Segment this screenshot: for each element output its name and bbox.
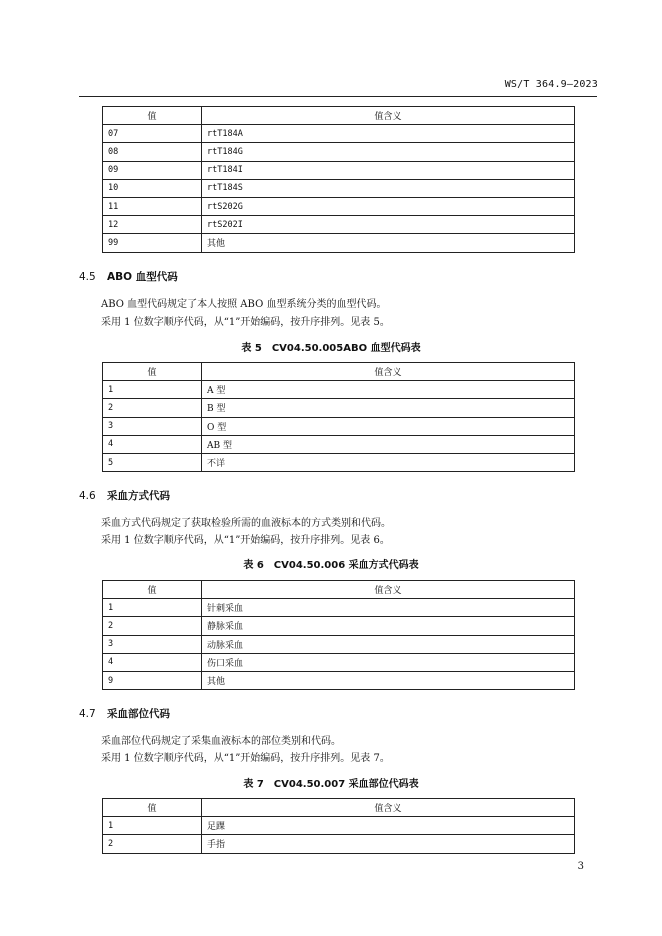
table-row bbox=[103, 817, 575, 835]
cell-meaning: rtS202G bbox=[202, 197, 575, 215]
cell-value: 4 bbox=[103, 435, 202, 453]
cell-value: 1 bbox=[103, 817, 202, 835]
table-row bbox=[103, 435, 575, 453]
table-header-row bbox=[103, 363, 575, 381]
cell-meaning: rtT184S bbox=[202, 179, 575, 197]
table-row bbox=[103, 161, 575, 179]
cell-value: 12 bbox=[103, 216, 202, 234]
cell-value: 5 bbox=[103, 453, 202, 471]
table-body bbox=[103, 125, 575, 252]
cell-meaning: 其他 bbox=[202, 234, 575, 252]
paragraph: 采用 1 位数字顺序代码，从“1”开始编码，按升序排列。见表 7。 bbox=[101, 753, 390, 764]
cell-meaning: A 型 bbox=[202, 381, 575, 399]
cell-meaning: 针刺采血 bbox=[202, 599, 575, 617]
column-header-meaning: 值含义 bbox=[202, 799, 575, 817]
table-caption-7: 表 7 CV04.50.007 采血部位代码表 bbox=[243, 779, 419, 790]
section-number: 4.7 bbox=[79, 708, 96, 720]
section-number: 4.6 bbox=[79, 490, 96, 502]
cell-meaning: 静脉采血 bbox=[202, 617, 575, 635]
table-row bbox=[103, 216, 575, 234]
section-title: ABO 血型代码 bbox=[107, 271, 178, 283]
cell-value: 2 bbox=[103, 617, 202, 635]
cell-value: 4 bbox=[103, 653, 202, 671]
section-heading-4-7 bbox=[79, 706, 170, 721]
cell-value: 08 bbox=[103, 143, 202, 161]
cell-value: 99 bbox=[103, 234, 202, 252]
column-header-meaning: 值含义 bbox=[202, 107, 575, 125]
cell-value: 10 bbox=[103, 179, 202, 197]
table-caption-6: 表 6 CV04.50.006 采血方式代码表 bbox=[243, 560, 419, 571]
cell-meaning: 足踝 bbox=[202, 817, 575, 835]
section-number: 4.5 bbox=[79, 271, 96, 283]
section-title: 采血部位代码 bbox=[107, 708, 170, 720]
cell-meaning: O 型 bbox=[202, 417, 575, 435]
cell-meaning: B 型 bbox=[202, 399, 575, 417]
column-header-value: 值 bbox=[103, 799, 202, 817]
cell-meaning: rtT184I bbox=[202, 161, 575, 179]
table-caption-5: 表 5 CV04.50.005ABO 血型代码表 bbox=[241, 343, 421, 354]
column-header-value: 值 bbox=[103, 107, 202, 125]
code-table-continued bbox=[102, 106, 575, 253]
blood-collection-method-table bbox=[102, 580, 575, 690]
cell-value: 2 bbox=[103, 835, 202, 853]
paragraph: 采血部位代码规定了采集血液标本的部位类别和代码。 bbox=[101, 736, 341, 747]
paragraph: ABO 血型代码规定了本人按照 ABO 血型系统分类的血型代码。 bbox=[101, 299, 387, 310]
column-header-meaning: 值含义 bbox=[202, 581, 575, 599]
table-row bbox=[103, 234, 575, 252]
standard-code: WS/T 364.9—2023 bbox=[504, 79, 598, 90]
section-title: 采血方式代码 bbox=[107, 490, 170, 502]
cell-meaning: AB 型 bbox=[202, 435, 575, 453]
cell-meaning: 不详 bbox=[202, 453, 575, 471]
table-header-row bbox=[103, 799, 575, 817]
page-number: 3 bbox=[577, 861, 584, 872]
table-header-row bbox=[103, 107, 575, 125]
table-body bbox=[103, 381, 575, 472]
table-row bbox=[103, 143, 575, 161]
cell-meaning: 手指 bbox=[202, 835, 575, 853]
table-row bbox=[103, 381, 575, 399]
column-header-value: 值 bbox=[103, 363, 202, 381]
table-row bbox=[103, 453, 575, 471]
column-header-meaning: 值含义 bbox=[202, 363, 575, 381]
table-row bbox=[103, 653, 575, 671]
table-row bbox=[103, 399, 575, 417]
paragraph: 采用 1 位数字顺序代码，从“1”开始编码，按升序排列。见表 5。 bbox=[101, 317, 390, 328]
table-row bbox=[103, 835, 575, 853]
table-row bbox=[103, 179, 575, 197]
cell-value: 3 bbox=[103, 635, 202, 653]
header-rule bbox=[79, 96, 597, 97]
table-row bbox=[103, 197, 575, 215]
cell-value: 1 bbox=[103, 381, 202, 399]
cell-meaning: 其他 bbox=[202, 671, 575, 689]
table-row bbox=[103, 599, 575, 617]
blood-collection-site-table bbox=[102, 798, 575, 854]
cell-meaning: rtT184A bbox=[202, 125, 575, 143]
cell-meaning: 动脉采血 bbox=[202, 635, 575, 653]
cell-value: 1 bbox=[103, 599, 202, 617]
paragraph: 采血方式代码规定了获取检验所需的血液标本的方式类别和代码。 bbox=[101, 518, 391, 529]
cell-meaning: rtT184G bbox=[202, 143, 575, 161]
table-row bbox=[103, 417, 575, 435]
table-row bbox=[103, 125, 575, 143]
table-body bbox=[103, 599, 575, 690]
table-row bbox=[103, 617, 575, 635]
cell-value: 07 bbox=[103, 125, 202, 143]
cell-value: 2 bbox=[103, 399, 202, 417]
cell-meaning: rtS202I bbox=[202, 216, 575, 234]
column-header-value: 值 bbox=[103, 581, 202, 599]
abo-blood-type-table bbox=[102, 362, 575, 472]
cell-value: 9 bbox=[103, 671, 202, 689]
table-row bbox=[103, 671, 575, 689]
cell-value: 11 bbox=[103, 197, 202, 215]
table-body bbox=[103, 817, 575, 853]
section-heading-4-5 bbox=[79, 269, 178, 284]
cell-value: 09 bbox=[103, 161, 202, 179]
table-row bbox=[103, 635, 575, 653]
cell-meaning: 伤口采血 bbox=[202, 653, 575, 671]
table-header-row bbox=[103, 581, 575, 599]
section-heading-4-6 bbox=[79, 488, 170, 503]
cell-value: 3 bbox=[103, 417, 202, 435]
paragraph: 采用 1 位数字顺序代码，从“1”开始编码，按升序排列。见表 6。 bbox=[101, 535, 390, 546]
